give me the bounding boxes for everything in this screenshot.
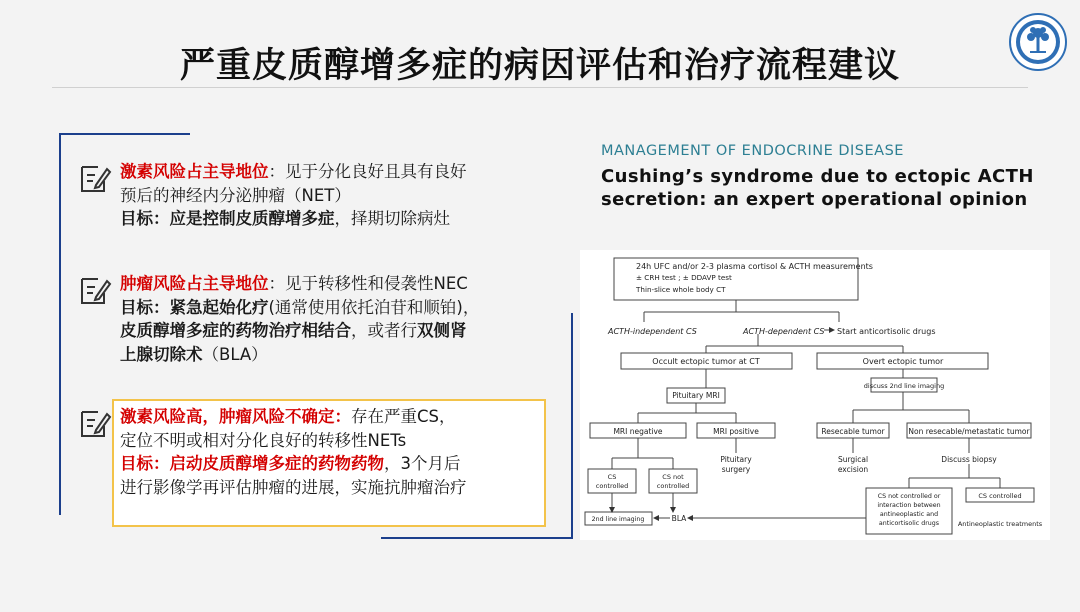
item-heading: 激素风险占主导地位 xyxy=(120,162,269,181)
flow-text: interaction between xyxy=(877,502,941,509)
flow-text: Pituitary MRI xyxy=(672,391,720,400)
item-goal: 目标：紧急起始化疗 xyxy=(120,297,269,317)
frame-line xyxy=(571,313,573,538)
item-text: ：见于分化良好且具有良好 xyxy=(268,162,467,181)
flow-text: controlled xyxy=(656,482,690,490)
item-text: 存在严重CS， xyxy=(351,407,456,426)
note-edit-icon xyxy=(78,406,112,440)
flow-text: controlled xyxy=(595,482,629,490)
flowchart xyxy=(580,250,1050,540)
item-text: (通常使用依托泊苷和顺铂)， xyxy=(268,297,480,317)
university-logo-icon xyxy=(1009,13,1067,71)
item-text-bold: 皮质醇增多症的药物治疗相结合 xyxy=(120,321,351,340)
flow-text: CS xyxy=(607,473,617,481)
item-heading: 肿瘤风险占主导地位 xyxy=(120,274,269,293)
flow-text: ACTH-independent CS xyxy=(608,327,697,336)
paper-section-label: MANAGEMENT OF ENDOCRINE DISEASE xyxy=(601,143,904,159)
flow-text: discuss 2nd line imaging xyxy=(863,382,945,390)
flow-text: CS not controlled or xyxy=(877,493,941,500)
item-goal: 目标：应是控制皮质醇增多症 xyxy=(120,209,335,228)
flow-text: 2nd line imaging xyxy=(591,516,645,523)
flow-text: MRI negative xyxy=(613,427,663,436)
recommendation-item-1 xyxy=(78,160,556,240)
item-text: 定位不明或相对分化良好的转移性NETs xyxy=(120,430,407,450)
frame-line xyxy=(381,537,573,539)
item-text: ，择期切除病灶 xyxy=(334,209,450,228)
paper-title xyxy=(601,165,1041,211)
recommendation-item-3 xyxy=(78,405,556,515)
flow-text: ACTH-dependent CS xyxy=(743,327,825,336)
flow-text: CS not xyxy=(662,473,684,481)
flow-text: Pituitary xyxy=(720,455,752,464)
flow-text: BLA xyxy=(671,514,687,523)
flow-text: Discuss biopsy xyxy=(941,455,997,464)
frame-line xyxy=(59,133,190,135)
flow-text: Occult ectopic tumor at CT xyxy=(652,357,760,366)
flow-text: surgery xyxy=(721,465,751,474)
flow-text: 24h UFC and/or 2-3 plasma cortisol & ACTH measurements xyxy=(636,262,873,271)
item-text: 预后的神经内分泌肿瘤（NET） xyxy=(120,185,351,205)
flow-text: Surgical xyxy=(837,455,869,464)
recommendation-item-2 xyxy=(78,272,556,376)
flow-text: MRI positive xyxy=(713,427,759,436)
note-edit-icon xyxy=(78,161,112,195)
item-text: ：见于转移性和侵袭性NEC xyxy=(268,274,468,293)
item-goal: 目标：启动皮质醇增多症的药物药物 xyxy=(120,454,384,473)
flow-text: anticortisolic drugs xyxy=(878,520,940,527)
flow-text: Overt ectopic tumor xyxy=(862,357,944,366)
flow-text: Resecable tumor xyxy=(821,427,885,436)
item-text-bold: 双侧肾 xyxy=(417,321,467,340)
flow-text: Start anticortisolic drugs xyxy=(837,327,936,336)
item-text: （BLA） xyxy=(202,344,268,364)
flowchart-svg xyxy=(580,250,1050,540)
flow-text: antineoplastic and xyxy=(879,511,939,518)
item-text: 进行影像学再评估肿瘤的进展，实施抗肿瘤治疗 xyxy=(120,477,467,497)
flow-text: excision xyxy=(837,465,869,474)
item-text: ，或者行 xyxy=(351,321,417,340)
slide-title: 严重皮质醇增多症的病因评估和治疗流程建议 xyxy=(179,46,900,86)
paper-title-line: secretion: an expert operational opinion xyxy=(601,189,1028,210)
flow-text: Thin-slice whole body CT xyxy=(636,285,726,294)
flow-text: CS controlled xyxy=(978,492,1022,500)
frame-line xyxy=(59,133,61,515)
item-text-bold: 上腺切除术 xyxy=(120,344,203,364)
flow-text: Antineoplastic treatments xyxy=(957,520,1043,528)
flow-text: ± CRH test ; ± DDAVP test xyxy=(636,273,732,282)
item-heading: 激素风险高，肿瘤风险不确定： xyxy=(120,407,351,426)
note-edit-icon xyxy=(78,273,112,307)
flow-text: Non resecable/metastatic tumor xyxy=(908,427,1030,436)
item-text: ，3个月后 xyxy=(384,454,461,473)
paper-title-line: Cushing’s syndrome due to ectopic ACTH xyxy=(601,166,1034,187)
title-divider xyxy=(52,87,1028,88)
